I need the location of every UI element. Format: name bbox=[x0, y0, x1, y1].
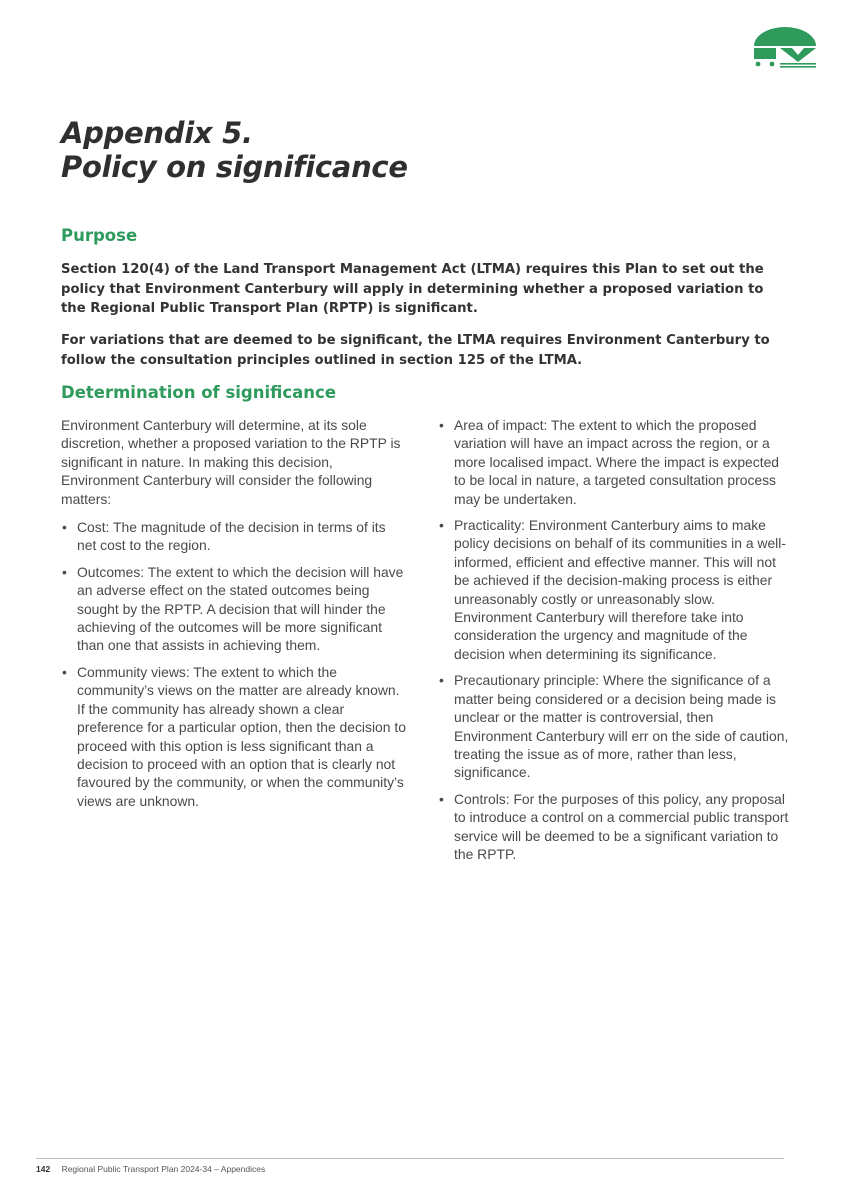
list-item: • Outcomes: The extent to which the decision will have an adverse effect on the stated outcomes being sought by the RPTP. A decision that will hinder the achieving of the outcomes will be more significant than one that assists in achieving them. bbox=[62, 563, 404, 654]
left-column bbox=[61, 416, 406, 818]
title-line-2: Policy on significance bbox=[61, 150, 408, 184]
footer-text: Regional Public Transport Plan 2024-34 – Appendices bbox=[61, 1164, 266, 1174]
right-column bbox=[438, 416, 790, 871]
purpose-paragraph-1: Section 120(4) of the Land Transport Management Act (LTMA) requires this Plan to set out the policy that Environment Canterbury will apply in determining whether a proposed variation to the Regional Public Transport Plan (RPTP) is significant. bbox=[61, 262, 764, 316]
determination-heading: Determination of significance bbox=[61, 383, 337, 402]
list-item: • Area of impact: The extent to which the proposed variation will have an impact across the region, or a more localised impact. Where the impact is expected to be local in nature, a targeted consultation process may be undertaken. bbox=[439, 417, 780, 507]
determination-intro: Environment Canterbury will determine, at its sole discretion, whether a proposed variation to the RPTP is significant in nature. In making this decision, Environment Canterbury will consider the following matters: bbox=[61, 417, 401, 507]
environment-canterbury-logo-icon bbox=[752, 26, 818, 68]
page-number: 142 bbox=[36, 1164, 51, 1174]
left-criteria-list bbox=[61, 518, 406, 810]
list-item: • Controls: For the purposes of this policy, any proposal to introduce a control on a commercial public transport service will be deemed to be a significant variation to the RPTP. bbox=[439, 790, 789, 862]
list-item: • Community views: The extent to which the community’s views on the matter are already known. If the community has already shown a clear preference for a particular option, then the decision to proceed with this option is less significant than a decision to proceed with an option that is clearly not favoured by the community, or when the community’s views are unknown. bbox=[62, 663, 406, 809]
title-line-1: Appendix 5. bbox=[61, 116, 253, 150]
purpose-heading: Purpose bbox=[61, 226, 138, 245]
page-title bbox=[61, 116, 408, 184]
list-item: • Practicality: Environment Canterbury aims to make policy decisions on behalf of its communities in a well-informed, efficient and effective manner. This will not be achieved if the decision-making process is either unreasonably costly or unreasonably slow. Environment Canterbury will therefore take into consideration the urgency and magnitude of the decision when determining its significance. bbox=[439, 517, 786, 662]
page-footer bbox=[36, 1164, 265, 1174]
right-criteria-list bbox=[438, 416, 790, 863]
footer-divider bbox=[36, 1158, 784, 1159]
purpose-paragraph-2: For variations that are deemed to be significant, the LTMA requires Environment Canterbury to follow the consultation principles outlined in section 125 of the LTMA. bbox=[61, 333, 770, 368]
list-item: • Cost: The magnitude of the decision in terms of its net cost to the region. bbox=[62, 519, 386, 554]
list-item: • Precautionary principle: Where the significance of a matter being considered or a decision being made is unclear or the matter is controversial, then Environment Canterbury will err on the side of caution, treating the issue as of more, rather than less, significance. bbox=[439, 672, 789, 781]
